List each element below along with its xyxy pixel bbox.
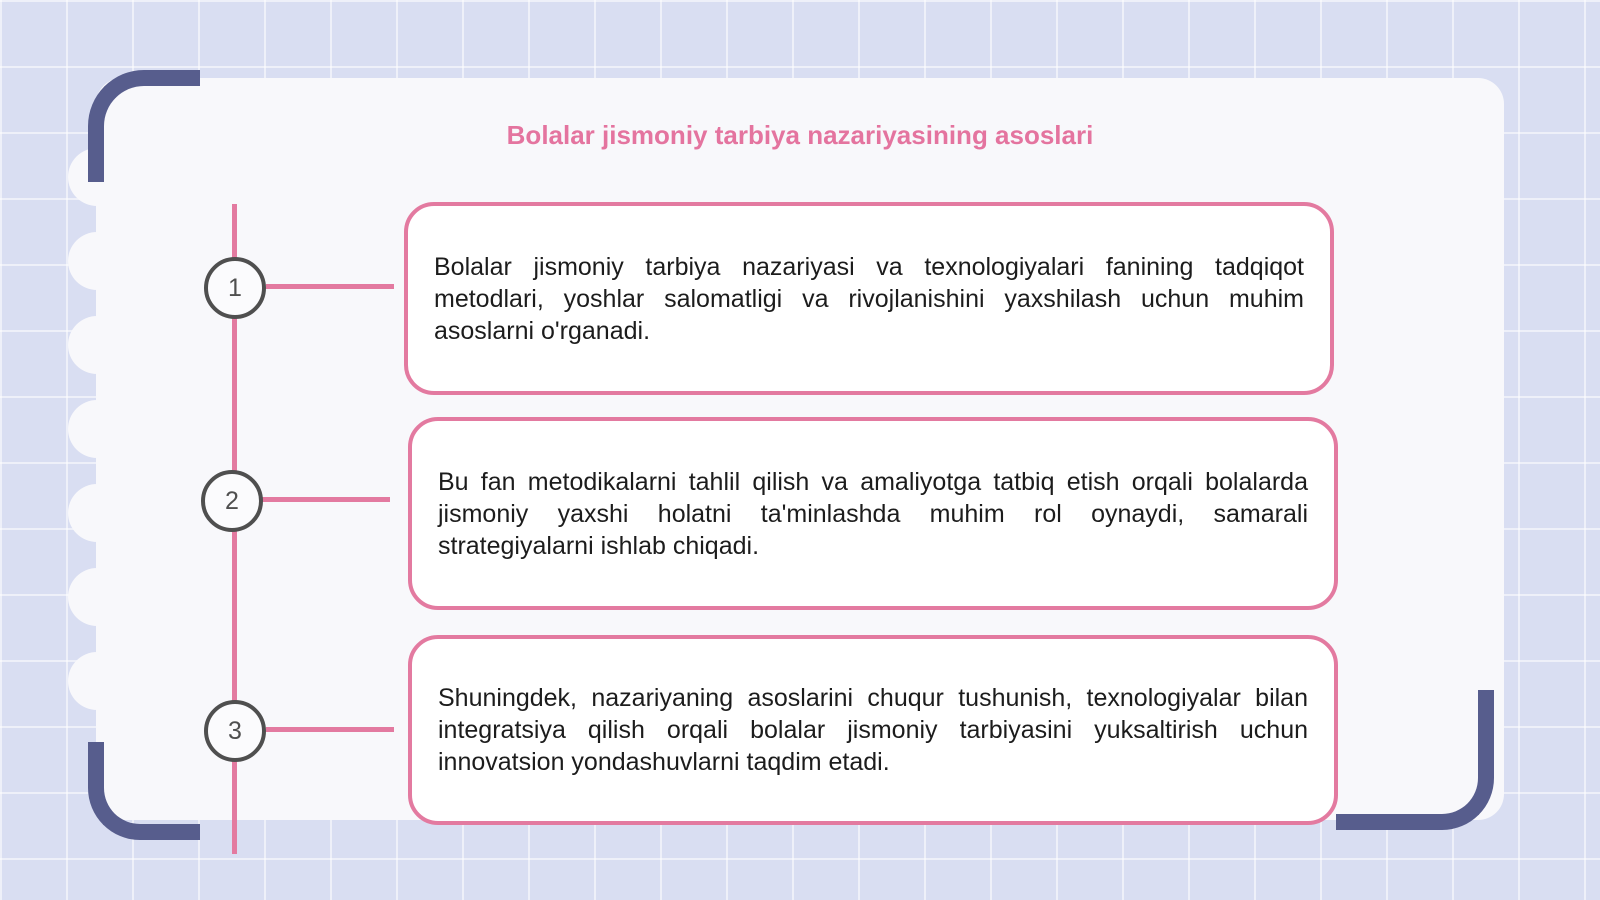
step-number: 1 [228, 273, 242, 302]
corner-bracket-bottom-right [1336, 690, 1494, 830]
step-text: Bu fan metodikalarni tahlil qilish va amaliyotga tatbiq etish orqali bolalarda jismoniy yaxshi holatni ta'minlashda muhim rol oynaydi, samarali strategiyalarni ishlab chiqadi. [438, 467, 1308, 560]
timeline-connector [266, 727, 394, 732]
page-scallop [68, 400, 126, 458]
step-card-1 [404, 202, 1334, 395]
step-number: 2 [225, 486, 239, 515]
corner-bracket-bottom-left [88, 742, 200, 840]
page-scallop [68, 652, 126, 710]
step-card-2 [408, 417, 1338, 610]
page-scallop [68, 484, 126, 542]
step-marker-3 [204, 700, 266, 762]
corner-bracket-top-left [88, 70, 200, 182]
step-card-3 [408, 635, 1338, 825]
step-number: 3 [228, 716, 242, 745]
step-text: Bolalar jismoniy tarbiya nazariyasi va texnologiyalari fanining tadqiqot metodlari, yoshlar salomatligi va rivojlanishini yaxshilash uchun muhim asoslarni o'rganadi. [434, 252, 1304, 345]
page-scallop [68, 316, 126, 374]
page-scallop [68, 568, 126, 626]
step-marker-2 [201, 470, 263, 532]
slide-title: Bolalar jismoniy tarbiya nazariyasining asoslari [506, 120, 1094, 150]
step-text: Shuningdek, nazariyaning asoslarini chuqur tushunish, texnologiyalar bilan integratsiya qilish orqali bolalar jismoniy tarbiyasini yuksaltirish uchun innovatsion yondashuvlarni taqdim etadi. [438, 684, 1308, 776]
timeline-connector [262, 497, 390, 502]
step-marker-1 [204, 257, 266, 319]
page-scallop [68, 232, 126, 290]
timeline-connector [266, 284, 394, 289]
